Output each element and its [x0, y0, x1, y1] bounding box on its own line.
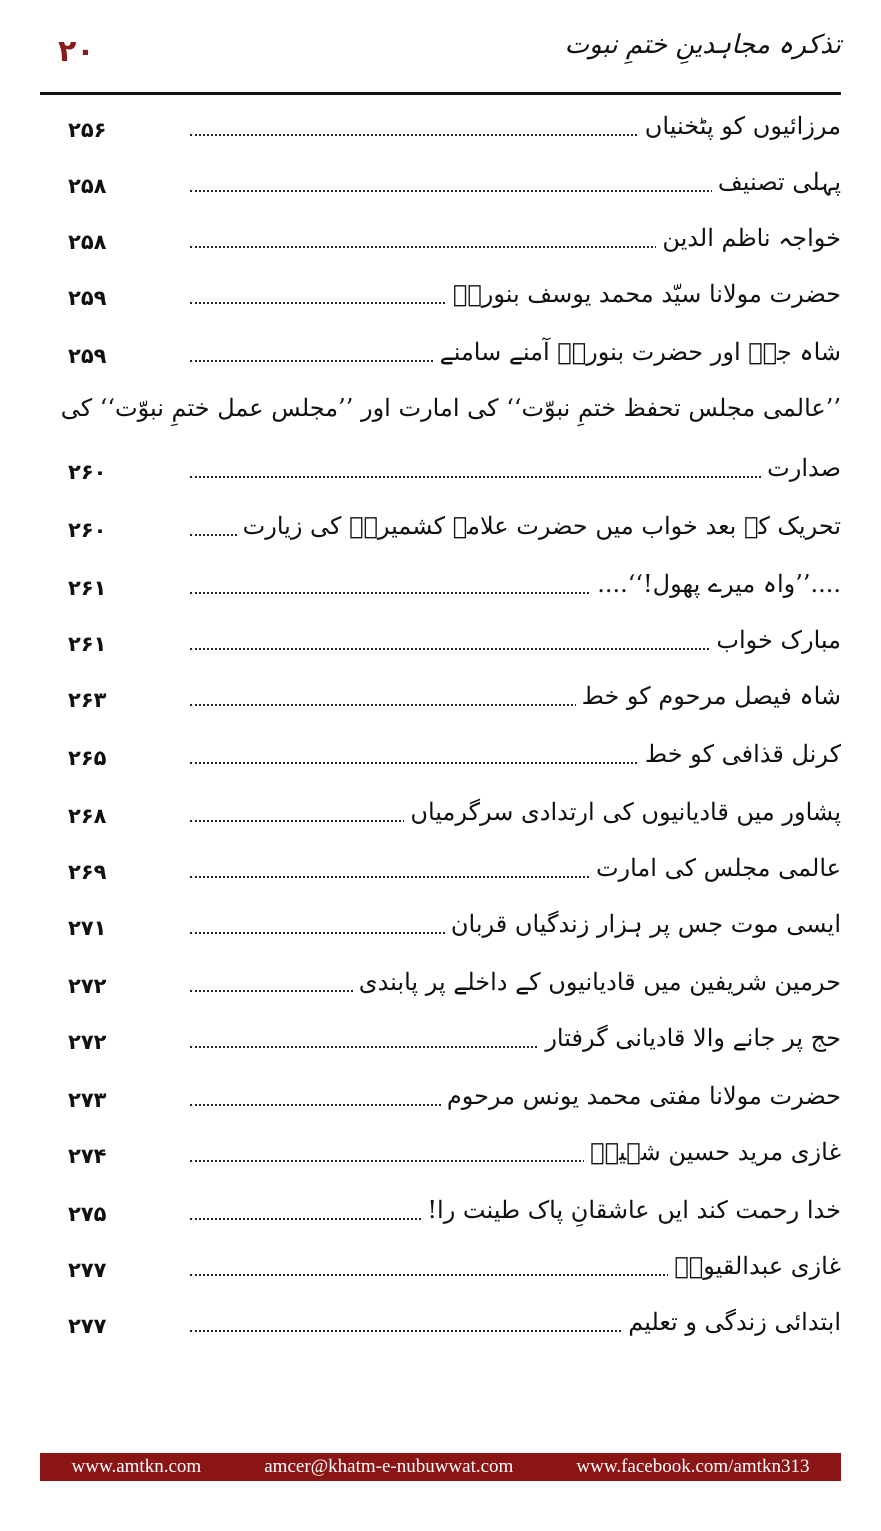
- entry-title: حضرت مولانا مفتی محمد یونس مرحوم: [441, 1082, 841, 1110]
- entry-page-number: ۲۶۰: [68, 518, 107, 542]
- entry-title: خواجہ ناظم الدین: [656, 224, 841, 252]
- book-title: تذکرہ مجاہدینِ ختمِ نبوت: [564, 30, 841, 60]
- entry-page-number: ۲۷۲: [68, 1030, 107, 1054]
- list-item: [40, 624, 841, 670]
- list-item: [40, 510, 841, 556]
- header-rule: [40, 92, 841, 95]
- entry-page-number: ۲۷۴: [68, 1144, 107, 1168]
- entry-page-number: ۲۷۲: [68, 974, 107, 998]
- list-item: [40, 110, 841, 156]
- entry-page-number: ۲۷۱: [68, 916, 107, 940]
- entry-page-number: ۲۶۱: [68, 576, 107, 600]
- list-item: [40, 568, 841, 614]
- entry-page-number: ۲۶۹: [68, 860, 107, 884]
- list-item: [40, 1136, 841, 1182]
- entry-page-number: ۲۶۵: [68, 746, 107, 770]
- entry-page-number: ۲۵۹: [68, 344, 107, 368]
- entry-title: شاہ فیصل مرحوم کو خط: [576, 682, 841, 710]
- list-item: [40, 222, 841, 268]
- entry-title: ’’عالمی مجلس تحفظ ختمِ نبوّت‘‘ کی امارت اور ’’مجلس عمل ختمِ نبوّت‘‘ کی: [55, 394, 841, 422]
- list-item: [40, 166, 841, 212]
- leader-dots: [190, 476, 841, 478]
- entry-title: غازی عبدالقیومؒ: [668, 1252, 841, 1280]
- list-item: [40, 452, 841, 498]
- entry-title: مبارک خواب: [710, 626, 841, 654]
- entry-title: ابتدائی زندگی و تعلیم: [622, 1308, 841, 1336]
- entry-title: غازی مرید حسین شہیدؒ: [584, 1138, 841, 1166]
- email-link[interactable]: amcer@khatm-e-nubuwwat.com: [264, 1456, 514, 1477]
- list-item: [40, 1306, 841, 1352]
- entry-title: خدا رحمت کند ایں عاشقانِ پاک طینت را!: [421, 1196, 841, 1224]
- entry-title: کرنل قذافی کو خط: [639, 740, 841, 768]
- entry-title: پہلی تصنیف: [712, 168, 841, 196]
- entry-title: صدارت: [761, 454, 841, 482]
- entry-title: حج پر جانے والا قادیانی گرفتار: [539, 1024, 841, 1052]
- entry-page-number: ۲۵۸: [68, 174, 107, 198]
- footer-bar: [40, 1453, 841, 1481]
- list-item: [40, 278, 841, 324]
- entry-page-number: ۲۷۵: [68, 1202, 107, 1226]
- list-item: [40, 1080, 841, 1126]
- list-item: [40, 852, 841, 898]
- entry-page-number: ۲۶۳: [68, 688, 107, 712]
- entry-title: پشاور میں قادیانیوں کی ارتدادی سرگرمیاں: [404, 798, 841, 826]
- entry-page-number: ۲۵۶: [68, 118, 107, 142]
- entry-title: شاہ جیؒ اور حضرت بنوریؒ آمنے سامنے: [434, 338, 841, 366]
- list-item: [40, 1022, 841, 1068]
- entry-title: حضرت مولانا سیّد محمد یوسف بنوریؒ: [447, 280, 841, 308]
- page-number: ۲۰: [58, 34, 95, 69]
- entry-page-number: ۲۶۱: [68, 632, 107, 656]
- list-item: [40, 966, 841, 1012]
- list-item: [40, 1194, 841, 1240]
- list-item: [40, 680, 841, 726]
- entry-title: ایسی موت جس پر ہزار زندگیاں قربان: [445, 910, 841, 938]
- entry-title: عالمی مجلس کی امارت: [590, 854, 841, 882]
- entry-title: تحریک کے بعد خواب میں حضرت علامہ کشمیریؒ کی زیارت: [237, 512, 841, 540]
- list-item: [40, 738, 841, 784]
- entry-title: حرمین شریفین میں قادیانیوں کے داخلے پر پابندی: [353, 968, 841, 996]
- entry-page-number: ۲۷۷: [68, 1258, 107, 1282]
- entry-page-number: ۲۷۳: [68, 1088, 107, 1112]
- entry-page-number: ۲۵۸: [68, 230, 107, 254]
- list-item: [40, 336, 841, 382]
- list-item: [40, 1250, 841, 1296]
- website-link[interactable]: www.amtkn.com: [71, 1456, 202, 1477]
- list-item: [40, 908, 841, 954]
- entry-title: ....’’واہ میرے پھول!‘‘....: [591, 570, 841, 598]
- list-item: [40, 392, 841, 438]
- entry-page-number: ۲۶۸: [68, 804, 107, 828]
- entry-page-number: ۲۵۹: [68, 286, 107, 310]
- facebook-link[interactable]: www.facebook.com/amtkn313: [576, 1456, 810, 1477]
- entry-title: مرزائیوں کو پٹخنیاں: [639, 112, 841, 140]
- entry-page-number: ۲۶۰: [68, 460, 107, 484]
- entry-page-number: ۲۷۷: [68, 1314, 107, 1338]
- list-item: [40, 796, 841, 842]
